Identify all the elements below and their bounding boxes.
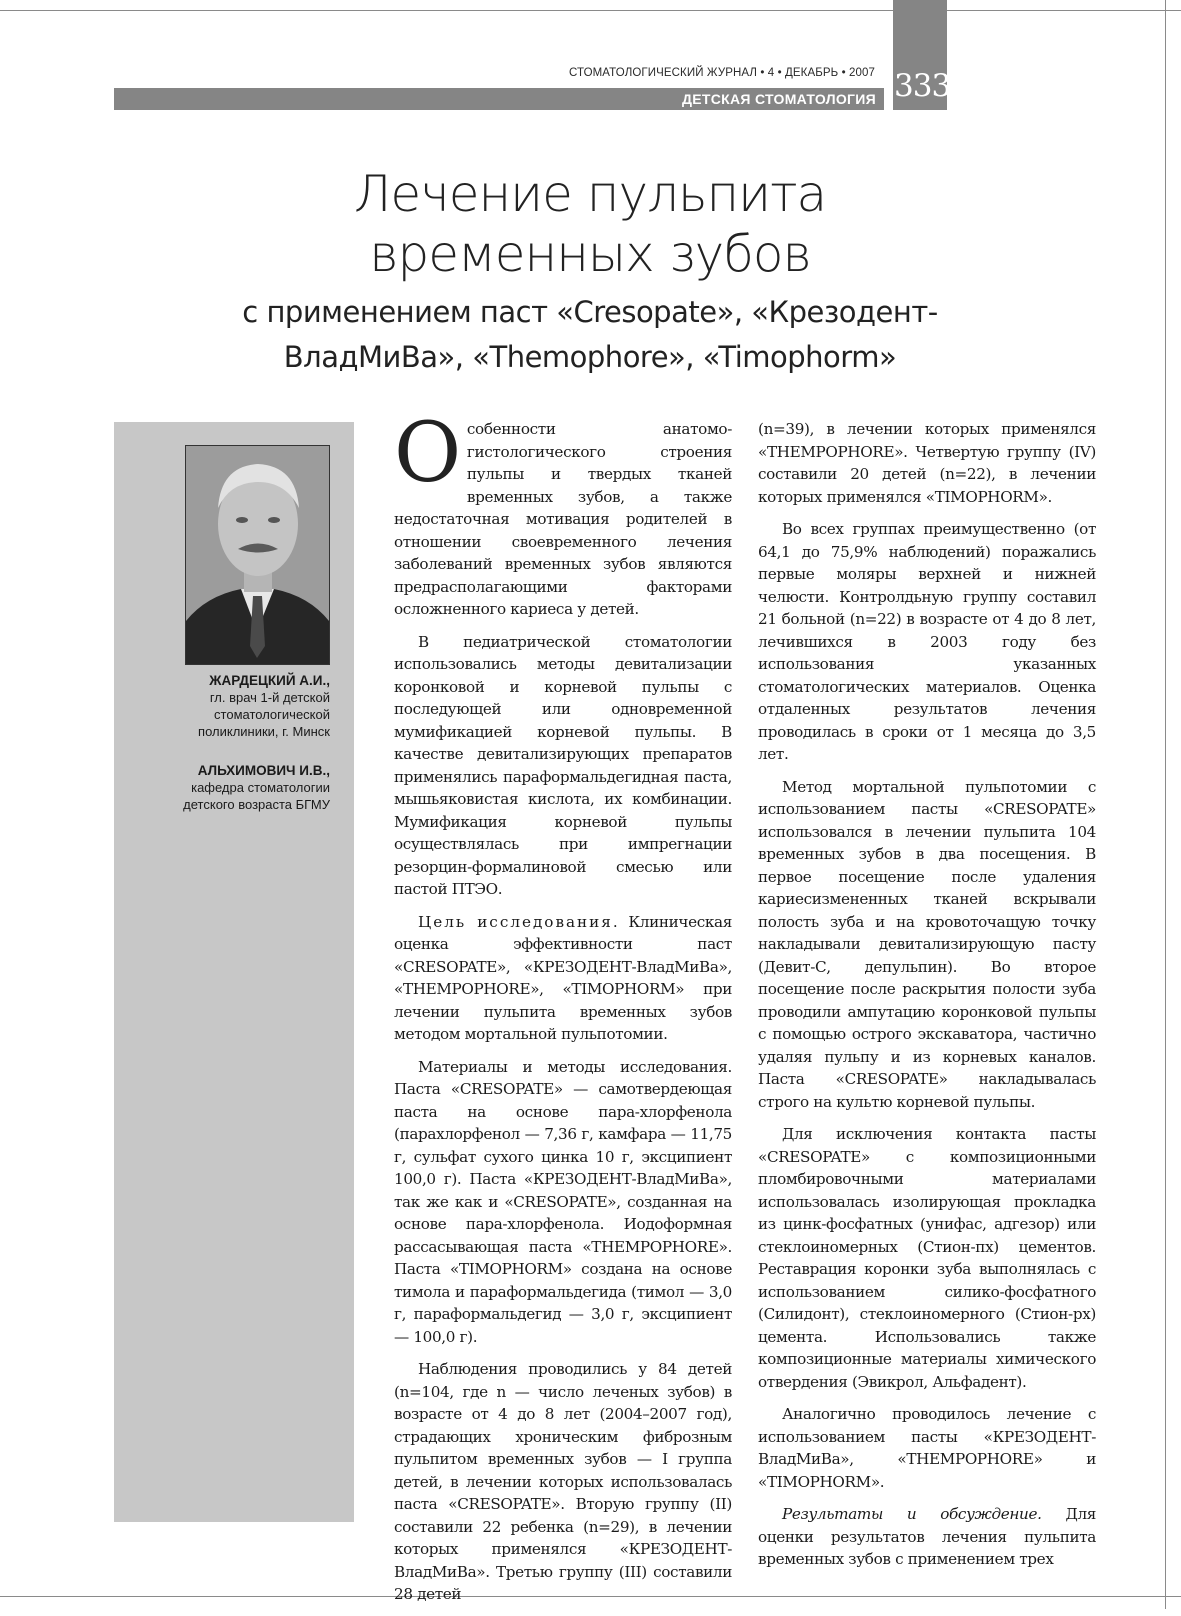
author-1-name: ЖАРДЕЦКИЙ А.И., [209, 673, 330, 688]
article-title-line-2: временных зубов [369, 225, 811, 283]
body-column-2 [758, 418, 1096, 1581]
body-paragraph: Во всех группах преимущественно (от 64,1 до 75,9% наблюдений) поражались первые моляры верхней и нижней челюсти. Контролдьную группу составил 21 больной (n=22) в возрасте от 4 до 8 лет, лечившихся в 2003 году без использования указанных стоматологических материалов. Оценка отдаленных результатов лечения проводилась в сроки от 1 месяца до 3,5 лет. [758, 520, 1096, 763]
crop-line-top [0, 10, 1181, 11]
body-paragraph: В педиатрической стоматологии использовались методы девитализации коронковой и корневой пульпы с последующей или одновременной мумификацией корневой пульпы. В качестве девитализирующих препаратов применялись параформальдегидная паста, мышьяковистая кислота, их комбинации. Мумификация корневой пульпы осуществлялась при импрегнации резорцин-формалиновой смесью или пастой ПТЭО. [394, 632, 732, 898]
paragraph-text: собенности анатомо-гистологического строения пульпы и твердых тканей временных зубов, а также недостаточная мотивация родителей в отношении своевременного лечения заболеваний временных зубов являются предрасполагающими факторами осложненного кариеса у детей. [394, 420, 732, 618]
body-paragraph [394, 406, 732, 621]
paragraph-text: Для оценки результатов лечения пульпита временных зубов с применением трех [758, 1505, 1096, 1568]
paragraph-lead: Цель исследования. [418, 912, 620, 931]
section-bar [114, 88, 884, 110]
author-1-affiliation-line-1: гл. врач 1-й детской [209, 690, 330, 705]
body-paragraph [394, 911, 732, 1046]
journal-line: СТОМАТОЛОГИЧЕСКИЙ ЖУРНАЛ • 4 • ДЕКАБРЬ • 2007 [568, 67, 875, 79]
author-1-affiliation-line-2: стоматологической [214, 707, 330, 722]
author-2 [120, 762, 330, 813]
body-column-1 [394, 406, 732, 1616]
paragraph-text: Клиническая оценка эффективности паст «CRESOPATE», «КРЕЗОДЕНТ-ВладМиВа», «THEMPOPHORE», «TIMOPHORM» при лечении пульпита временных зубов методом мортальной пульпотомии. [394, 912, 732, 1043]
article-subtitle-line-2: ВладМиВа», «Themophore», «Timophorm» [283, 340, 897, 374]
author-2-name: АЛЬХИМОВИЧ И.В., [197, 763, 330, 778]
body-paragraph [758, 1503, 1096, 1571]
author-1 [120, 672, 330, 740]
author-2-affiliation-line-1: кафедра стоматологии [191, 780, 330, 795]
paragraph-lead: Результаты и обсуждение. [782, 1505, 1042, 1523]
article-title-line-1: Лечение пульпита [353, 165, 827, 223]
author-photo [185, 445, 330, 665]
body-paragraph: (n=39), в лечении которых применялся «THEMPOPHORE». Четвертую группу (IV) составили 20 детей (n=22), в лечении которых применялся «TIMOPHORM». [758, 420, 1096, 506]
author-2-affiliation-line-2: детского возраста БГМУ [183, 797, 330, 812]
page-number: 333 [894, 68, 951, 104]
article-subtitle-line-1: с применением паст «Cresopate», «Крезодент- [242, 295, 938, 329]
author-1-affiliation-line-3: поликлиники, г. Минск [198, 724, 330, 739]
drop-cap: О [394, 406, 461, 501]
body-paragraph: Для исключения контакта пасты «CRESOPATE» с композиционными пломбировочными материалами использовалась изолирующая прокладка из цинк-фосфатных (унифас, адгезор) или стеклоиномерных (Стион-пх) цементов. Реставрация коронки зуба выполнялась с использованием силико-фосфатного (Силидонт), стеклоиномерного (Стион-рх) цемента. Использовались также композиционные материалы химического отвердения (Эвикрол, Альфадент). [758, 1125, 1096, 1391]
body-paragraph: Аналогично проводилось лечение с использованием пасты «КРЕЗОДЕНТ-ВладМиВа», «THEMPOPHORE» и «TIMOPHORM». [758, 1405, 1096, 1491]
body-paragraph: Метод мортальной пульпотомии с использованием пасты «CRESOPATE» использовался в лечении пульпита 104 временных зубов в два посещения. В первое посещение после удаления кариесизмененных тканей вскрывали полость зуба и на кровоточащую точку накладывали девитализирующую пасту (Девит-С, депульпин). Во второе посещение после раскрытия полости зуба проводили ампутацию коронковой пульпы с помощью острого экскаватора, частично удаляя пульпу и из корневых каналов. Паста «CRESOPATE» накладывалась строго на культю корневой пульпы. [758, 777, 1096, 1111]
crop-line-right [1165, 0, 1166, 1609]
body-paragraph: Наблюдения проводились у 84 детей (n=104, где n — число леченых зубов) в возрасте от 4 до 8 лет (2004–2007 год), страдающих хроническим фиброзным пульпитом временных зубов — I группа детей, в лечении которых использовалась паста «CRESOPATE». Вторую группу (II) составили 22 ребенка (n=29), в лечении которых применялся «КРЕЗОДЕНТ-ВладМиВа». Третью группу (III) составили 28 детей [394, 1360, 732, 1603]
section-label: ДЕТСКАЯ СТОМАТОЛОГИЯ [681, 91, 876, 107]
author-portrait-icon [186, 446, 329, 664]
body-paragraph: Материалы и методы исследования. Паста «CRESOPATE» — самотвердеющая паста на основе пара-хлорфенола (парахлорфенол — 7,36 г, камфара — 11,75 г, сульфат сухого цинка 10 г, эксципиент 100,0 г). Паста «КРЕЗОДЕНТ-ВладМиВа», так же как и «CRESOPATE», созданная на основе пара-хлорфенола. Иодоформная рассасывающая паста «THEMPOPHORE». Паста «TIMOPHORM» создана на основе тимола и параформальдегида (тимол — 3,0 г, параформальдегид — 3,0 г, эксципиент — 100,0 г). [394, 1057, 732, 1346]
